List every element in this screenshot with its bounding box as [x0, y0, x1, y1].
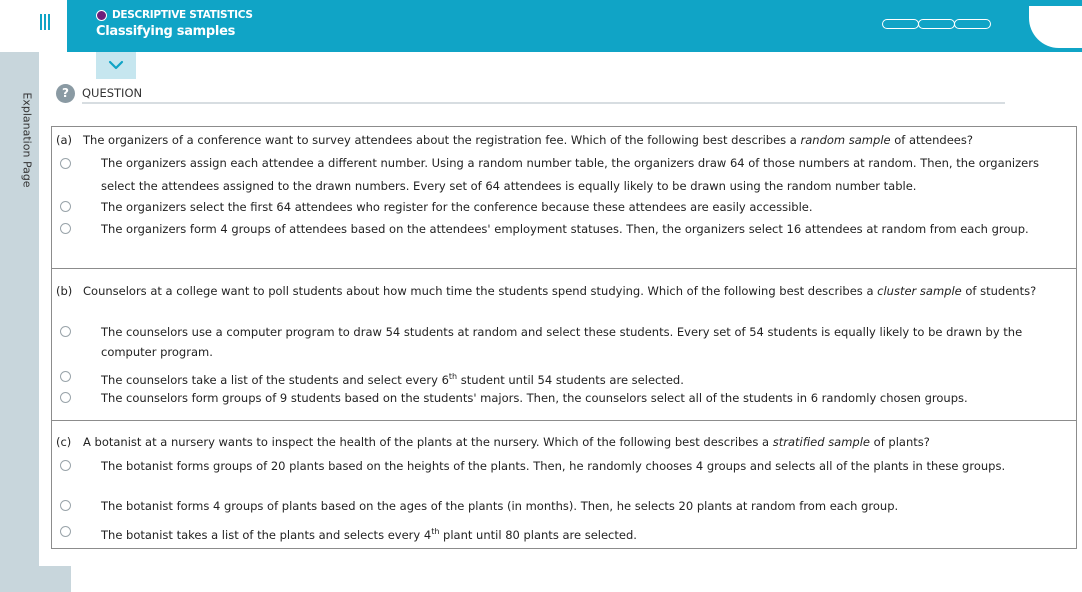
option-text: The organizers form 4 groups of attendees based on the attendees' employment statuses. Then, the organizers select 16 attendees at random from each group.: [101, 222, 1029, 236]
radio-button[interactable]: [60, 326, 71, 337]
question-label: QUESTION: [82, 86, 143, 100]
option-a-3[interactable]: [60, 219, 1072, 239]
menu-button[interactable]: [15, 0, 67, 52]
radio-button[interactable]: [60, 201, 71, 212]
radio-button[interactable]: [60, 392, 71, 403]
option-text: The counselors use a computer program to draw 54 students at random and select these students. Every set of 54 students is equally likely to be drawn by the computer program.: [101, 325, 1023, 359]
option-b-2[interactable]: [60, 367, 1072, 390]
page-title: Classifying samples: [96, 24, 236, 39]
progress-indicator: [882, 19, 990, 29]
option-a-2[interactable]: [60, 197, 1072, 217]
stem-text: of attendees?: [890, 133, 973, 147]
option-c-1[interactable]: [60, 456, 1072, 476]
part-letter: (c): [56, 435, 72, 449]
stem-emphasis: random sample: [800, 133, 891, 147]
menu-icon-bar: [48, 14, 50, 30]
option-text: student until 54 students are selected.: [457, 372, 684, 387]
part-letter: (a): [56, 133, 73, 147]
menu-icon: [40, 14, 42, 30]
sidebar-tab-notch: [15, 195, 39, 203]
radio-button[interactable]: [60, 371, 71, 382]
question-box: [51, 126, 1077, 549]
option-a-1[interactable]: [60, 152, 1072, 198]
top-header: [15, 0, 1082, 52]
stem-text: of students?: [961, 284, 1037, 298]
part-letter: (b): [56, 284, 73, 298]
option-b-3[interactable]: [60, 388, 1072, 408]
stem-text: of plants?: [870, 435, 930, 449]
stem-emphasis: cluster sample: [877, 284, 962, 298]
header-corner: [1029, 6, 1082, 48]
progress-segment: [918, 19, 955, 29]
question-part-a: [52, 127, 1076, 268]
stem-text: The organizers of a conference want to survey attendees about the registration fee. Which of the following best describes a: [83, 133, 801, 147]
option-text: The botanist forms 4 groups of plants based on the ages of the plants (in months). Then, he selects 20 plants at random from each group.: [101, 499, 899, 513]
menu-icon-bar: [44, 14, 46, 30]
radio-button[interactable]: [60, 526, 71, 537]
radio-button[interactable]: [60, 223, 71, 234]
bottom-corner-block: [15, 566, 71, 592]
question-part-c: [52, 420, 1076, 548]
option-text: The botanist forms groups of 20 plants based on the heights of the plants. Then, he randomly chooses 4 groups and selects all of the plants in these groups.: [101, 459, 1006, 473]
part-a-stem: [56, 131, 1066, 149]
stem-text: A botanist at a nursery wants to inspect the health of the plants at the nursery. Which of the following best describes a: [83, 435, 773, 449]
option-text: The counselors form groups of 9 students based on the students' majors. Then, the counselors select all of the students in 6 randomly chosen groups.: [101, 391, 968, 405]
radio-button[interactable]: [60, 158, 71, 169]
option-text: The organizers select the first 64 attendees who register for the conference because these attendees are easily accessible.: [101, 200, 813, 214]
option-text: The counselors take a list of the students and select every 6: [101, 372, 449, 387]
ordinal-suffix: th: [431, 527, 440, 536]
question-divider: [82, 102, 1005, 104]
progress-segment: [954, 19, 991, 29]
topic-dot-icon: [96, 10, 107, 21]
stem-emphasis: stratified sample: [772, 435, 871, 449]
progress-segment: [882, 19, 919, 29]
option-text: The organizers assign each attendee a different number. Using a random number table, the organizers draw 64 of those numbers at random. Then, the organizers select the attendees assigned to the drawn numbers. Every set of 64 attendees is equally likely to be drawn using the random number table.: [101, 156, 1039, 193]
radio-button[interactable]: [60, 460, 71, 471]
explanation-page-label[interactable]: Explanation Page: [20, 92, 34, 188]
stem-text: Counselors at a college want to poll students about how much time the students spend studying. Which of the following best describes a: [83, 284, 878, 298]
topic-line: [96, 9, 253, 21]
topic-title: DESCRIPTIVE STATISTICS: [112, 9, 253, 21]
question-part-b: [52, 268, 1076, 420]
part-b-stem: [56, 282, 1066, 300]
chevron-down-icon: [108, 60, 124, 70]
option-c-3[interactable]: [60, 522, 1072, 545]
option-b-1[interactable]: [60, 322, 1072, 362]
left-border: [0, 52, 15, 592]
question-icon: ?: [56, 84, 75, 103]
option-c-2[interactable]: [60, 496, 1072, 516]
ordinal-suffix: th: [448, 372, 458, 381]
radio-button[interactable]: [60, 500, 71, 511]
part-c-stem: [56, 433, 1066, 451]
collapse-toggle[interactable]: [96, 52, 136, 79]
option-text: The botanist takes a list of the plants and selects every 4: [101, 527, 432, 542]
option-text: plant until 80 plants are selected.: [439, 527, 637, 542]
